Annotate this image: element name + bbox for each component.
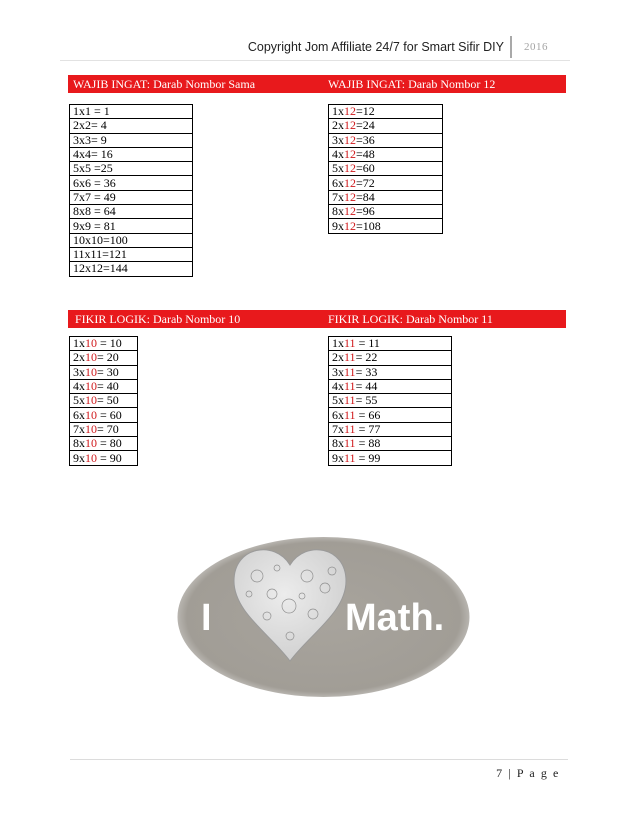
product: = 66 (355, 407, 381, 422)
multiplicand: 7x (73, 421, 85, 436)
image-right-word: Math. (345, 597, 445, 639)
multiplier-highlight: 10 (85, 436, 97, 451)
squares-row-cell: 7x7 = 49 (70, 190, 193, 204)
twelve-row (329, 105, 443, 119)
squares-row-cell: 2x2= 4 (70, 119, 193, 133)
squares-row-cell: 3x3= 9 (70, 133, 193, 147)
product: =24 (356, 118, 375, 133)
product: = 80 (97, 436, 122, 451)
eleven-row (329, 379, 452, 393)
band-title-twelve: WAJIB INGAT: Darab Nombor 12 (328, 76, 496, 91)
eleven-row-cell (329, 337, 452, 351)
squares-row-cell: 5x5 =25 (70, 162, 193, 176)
multiplicand: 7x (332, 421, 344, 436)
multiplicand: 3x (73, 364, 85, 379)
squares-row (70, 233, 193, 247)
squares-row (70, 219, 193, 233)
product: = 40 (97, 379, 119, 394)
twelve-row-cell (329, 205, 443, 219)
ten-row-cell (70, 437, 138, 451)
page-header (60, 36, 570, 60)
multiplier-highlight: 11 (344, 364, 356, 379)
eleven-row-cell (329, 351, 452, 365)
multiplicand: 6x (73, 407, 85, 422)
multiplicand: 5x (332, 393, 344, 408)
multiplier-highlight: 10 (85, 350, 97, 365)
multiplicand: 1x (73, 336, 85, 351)
twelve-row-cell (329, 133, 443, 147)
ten-row-cell (70, 422, 138, 436)
squares-row-cell: 12x12=144 (70, 262, 193, 276)
band-title-eleven: FIKIR LOGIK: Darab Nombor 11 (328, 311, 493, 326)
i-love-math-image (177, 536, 470, 698)
eleven-row-cell (329, 451, 452, 465)
multiplier-highlight: 11 (344, 336, 356, 351)
twelve-row (329, 119, 443, 133)
multiplier-highlight: 12 (344, 161, 356, 176)
twelve-times-table (328, 104, 443, 234)
ten-times-table (69, 336, 138, 466)
multiplicand: 9x (332, 450, 344, 465)
twelve-row-cell (329, 147, 443, 161)
multiplicand: 2x (73, 350, 85, 365)
twelve-row-cell (329, 190, 443, 204)
squares-row (70, 119, 193, 133)
multiplier-highlight: 10 (85, 379, 97, 394)
multiplicand: 2x (332, 118, 344, 133)
multiplicand: 5x (332, 161, 344, 176)
multiplicand: 8x (332, 204, 344, 219)
squares-row (70, 105, 193, 119)
product: =36 (356, 132, 375, 147)
multiplicand: 3x (332, 364, 344, 379)
product: = 44 (355, 379, 378, 394)
product: = 50 (97, 393, 119, 408)
product: = 20 (97, 350, 119, 365)
product: = 55 (355, 393, 378, 408)
header-rule (60, 60, 570, 61)
twelve-row (329, 133, 443, 147)
eleven-row-cell (329, 365, 452, 379)
multiplicand: 7x (332, 189, 344, 204)
twelve-row (329, 205, 443, 219)
squares-row (70, 205, 193, 219)
ten-row (70, 422, 138, 436)
eleven-row (329, 437, 452, 451)
squares-row-cell: 1x1 = 1 (70, 105, 193, 119)
twelve-row-cell (329, 162, 443, 176)
ten-row (70, 437, 138, 451)
multiplier-highlight: 10 (85, 393, 97, 408)
eleven-row (329, 337, 452, 351)
multiplier-highlight: 10 (85, 407, 97, 422)
twelve-row (329, 147, 443, 161)
eleven-row-cell (329, 437, 452, 451)
ten-row-cell (70, 337, 138, 351)
squares-table (69, 104, 193, 277)
header-year: 2016 (524, 41, 548, 53)
multiplier-highlight: 10 (85, 450, 97, 465)
ten-row (70, 451, 138, 465)
multiplicand: 4x (73, 379, 85, 394)
product: = 22 (355, 350, 378, 365)
eleven-row (329, 422, 452, 436)
product: = 90 (97, 450, 122, 465)
multiplicand: 1x (332, 104, 344, 119)
product: =60 (356, 161, 375, 176)
squares-row-cell: 4x4= 16 (70, 147, 193, 161)
multiplier-highlight: 11 (344, 421, 356, 436)
twelve-row (329, 162, 443, 176)
multiplier-highlight: 12 (344, 204, 356, 219)
product: = 30 (97, 364, 119, 379)
band-title-ten: FIKIR LOGIK: Darab Nombor 10 (75, 311, 241, 326)
twelve-row-cell (329, 105, 443, 119)
eleven-times-table (328, 336, 452, 466)
squares-row-cell: 6x6 = 36 (70, 176, 193, 190)
multiplier-highlight: 10 (85, 364, 97, 379)
multiplier-highlight: 12 (344, 189, 356, 204)
multiplicand: 6x (332, 407, 344, 422)
multiplicand: 1x (332, 336, 344, 351)
product: = 70 (97, 421, 119, 436)
product: = 77 (355, 421, 381, 436)
multiplicand: 9x (332, 218, 344, 233)
ten-row-cell (70, 379, 138, 393)
multiplier-highlight: 11 (344, 379, 356, 394)
multiplicand: 6x (332, 175, 344, 190)
multiplier-highlight: 11 (344, 350, 356, 365)
eleven-row (329, 365, 452, 379)
product: =84 (356, 189, 375, 204)
multiplier-highlight: 12 (344, 118, 356, 133)
multiplicand: 9x (73, 450, 85, 465)
page-footer (496, 766, 560, 781)
ten-row-cell (70, 351, 138, 365)
multiplier-highlight: 12 (344, 132, 356, 147)
product: =72 (356, 175, 375, 190)
twelve-row-cell (329, 219, 443, 233)
ten-row-cell (70, 451, 138, 465)
header-title: Copyright Jom Affiliate 24/7 for Smart Sifir DIY (247, 40, 504, 54)
squares-row (70, 147, 193, 161)
eleven-row (329, 394, 452, 408)
eleven-row-cell (329, 394, 452, 408)
ten-row (70, 365, 138, 379)
twelve-row-cell (329, 119, 443, 133)
squares-row (70, 176, 193, 190)
multiplier-highlight: 12 (344, 104, 356, 119)
ten-row-cell (70, 408, 138, 422)
squares-row (70, 133, 193, 147)
twelve-row (329, 190, 443, 204)
multiplicand: 5x (73, 393, 85, 408)
product: =96 (356, 204, 375, 219)
multiplier-highlight: 12 (344, 147, 356, 162)
squares-row-cell: 9x9 = 81 (70, 219, 193, 233)
multiplicand: 8x (73, 436, 85, 451)
header-separator (510, 36, 512, 58)
multiplicand: 4x (332, 379, 344, 394)
multiplicand: 4x (332, 147, 344, 162)
eleven-row-cell (329, 408, 452, 422)
eleven-row (329, 451, 452, 465)
multiplier-highlight: 11 (344, 450, 356, 465)
ten-row (70, 379, 138, 393)
multiplicand: 2x (332, 350, 344, 365)
twelve-row (329, 219, 443, 233)
ten-row (70, 337, 138, 351)
multiplier-highlight: 11 (344, 407, 356, 422)
squares-row-cell: 10x10=100 (70, 233, 193, 247)
multiplier-highlight: 10 (85, 336, 97, 351)
twelve-row (329, 176, 443, 190)
multiplier-highlight: 12 (344, 175, 356, 190)
eleven-row (329, 351, 452, 365)
footer-rule (70, 759, 568, 760)
section-band-wajib-ingat (68, 75, 566, 93)
i-love-math-graphic (177, 536, 470, 698)
page-label: | P a g e (503, 766, 560, 780)
eleven-row-cell (329, 422, 452, 436)
squares-row (70, 190, 193, 204)
multiplicand: 3x (332, 132, 344, 147)
band-title-same-number: WAJIB INGAT: Darab Nombor Sama (73, 76, 256, 91)
eleven-row (329, 408, 452, 422)
product: =12 (356, 104, 375, 119)
ten-row (70, 394, 138, 408)
multiplier-highlight: 11 (344, 436, 356, 451)
squares-row-cell: 11x11=121 (70, 247, 193, 261)
squares-row (70, 262, 193, 276)
squares-row (70, 247, 193, 261)
product: = 60 (97, 407, 122, 422)
product: = 33 (355, 364, 378, 379)
product: = 99 (355, 450, 381, 465)
product: =108 (356, 218, 381, 233)
twelve-row-cell (329, 176, 443, 190)
image-left-word: I (201, 597, 212, 639)
product: = 10 (97, 336, 122, 351)
squares-row (70, 162, 193, 176)
multiplier-highlight: 12 (344, 218, 356, 233)
section-band-fikir-logik (68, 310, 566, 328)
ten-row-cell (70, 365, 138, 379)
product: = 11 (355, 336, 380, 351)
product: =48 (356, 147, 375, 162)
multiplicand: 8x (332, 436, 344, 451)
squares-row-cell: 8x8 = 64 (70, 205, 193, 219)
eleven-row-cell (329, 379, 452, 393)
ten-row-cell (70, 394, 138, 408)
ten-row (70, 351, 138, 365)
page-number: 7 (496, 766, 504, 780)
multiplier-highlight: 11 (344, 393, 356, 408)
multiplier-highlight: 10 (85, 421, 97, 436)
product: = 88 (355, 436, 381, 451)
ten-row (70, 408, 138, 422)
